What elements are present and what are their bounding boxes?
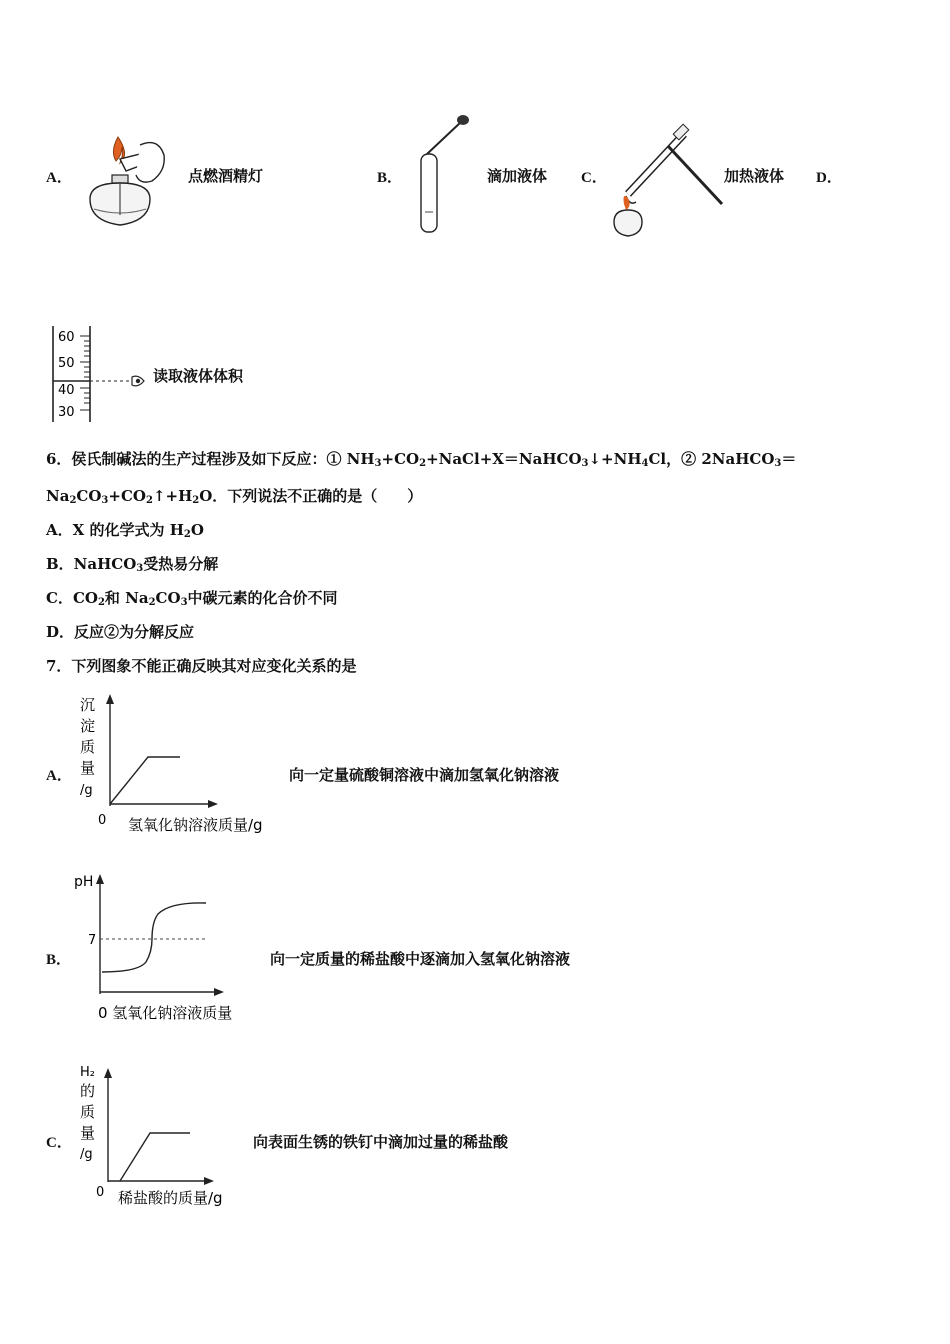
ylabel-char: 淀 xyxy=(80,717,96,735)
dropper-test-tube-icon xyxy=(415,112,475,238)
q7-option-c-caption: 向表面生锈的铁钉中滴加过量的稀盐酸 xyxy=(253,1133,509,1151)
q6-option-c: C．$CO_2$和 $Na_2CO_3$中碳元素的化合价不同 xyxy=(46,589,338,608)
ylabel-char: H₂ xyxy=(80,1065,95,1080)
ylabel-ph: pH xyxy=(74,874,94,890)
curve-b xyxy=(102,903,206,972)
cylinder-tick-50: 50 xyxy=(58,356,75,371)
ylabel-char: /g xyxy=(80,783,93,798)
alcohol-lamp-ignite-icon xyxy=(80,125,180,233)
ylabel-char: 的 xyxy=(80,1082,96,1100)
q5-option-c-caption: 加热液体 xyxy=(724,167,785,185)
q5-option-a-caption: 点燃酒精灯 xyxy=(188,167,264,185)
q7-option-b-caption: 向一定质量的稀盐酸中逐滴加入氢氧化钠溶液 xyxy=(270,950,571,968)
q5-option-a-letter: A． xyxy=(46,170,72,186)
curve-c xyxy=(120,1133,190,1181)
origin-label: 0 xyxy=(98,813,107,828)
ylabel-char: /g xyxy=(80,1147,93,1162)
q7-option-c-letter: C． xyxy=(46,1135,72,1151)
q5-option-b-caption: 滴加液体 xyxy=(487,167,548,185)
q7-option-b-letter: B． xyxy=(46,952,72,968)
q7-option-a-graph xyxy=(74,690,284,840)
curve-a xyxy=(110,757,180,804)
q7-option-c-graph xyxy=(74,1058,264,1210)
q5-option-b-letter: B． xyxy=(377,170,403,186)
cylinder-tick-60: 60 xyxy=(58,330,75,345)
q6-option-b: B．NaHCO$_3$受热易分解 xyxy=(46,555,219,574)
q6-stem-line1: 6．侯氏制碱法的生产过程涉及如下反应：① $NH_3+CO_2+NaCl+X=NaHCO_3↓+NH_4Cl$，② 2NaHCO$_3$＝ xyxy=(46,450,797,469)
graduated-cylinder-reading-icon xyxy=(50,322,150,426)
xlabel-a: 氢氧化钠溶液质量/g xyxy=(128,816,263,834)
q5-option-d-letter: D． xyxy=(816,170,842,186)
q6-option-a: A．X 的化学式为 $H_2O$ xyxy=(46,521,204,540)
ref-label-7: 7 xyxy=(88,933,97,948)
cylinder-tick-40: 40 xyxy=(58,383,75,398)
ylabel-char: 质 xyxy=(80,1103,96,1121)
q7-option-a-caption: 向一定量硫酸铜溶液中滴加氢氧化钠溶液 xyxy=(289,766,560,784)
q7-option-b-graph xyxy=(74,866,264,1026)
heating-liquid-icon xyxy=(608,122,728,240)
xlabel-c: 稀盐酸的质量/g xyxy=(118,1189,223,1207)
ylabel-char: 量 xyxy=(80,1124,96,1142)
q7-stem: 7．下列图象不能正确反映其对应变化关系的是 xyxy=(46,657,357,675)
q7-option-a-letter: A． xyxy=(46,768,72,784)
q5-option-d-caption: 读取液体体积 xyxy=(153,367,244,385)
xlabel-b: 0 氢氧化钠溶液质量 xyxy=(98,1004,233,1022)
cylinder-tick-30: 30 xyxy=(58,405,75,420)
ylabel-char: 量 xyxy=(80,759,96,777)
ylabel-char: 沉 xyxy=(80,696,96,714)
q5-option-c-letter: C． xyxy=(581,170,607,186)
q6-option-d: D．反应②为分解反应 xyxy=(46,623,195,641)
ylabel-char: 质 xyxy=(80,738,96,756)
origin-label: 0 xyxy=(96,1185,105,1200)
q6-stem-line2: $Na_2CO_3+CO_2↑+H_2O$．下列说法不正确的是（ ） xyxy=(46,487,423,506)
